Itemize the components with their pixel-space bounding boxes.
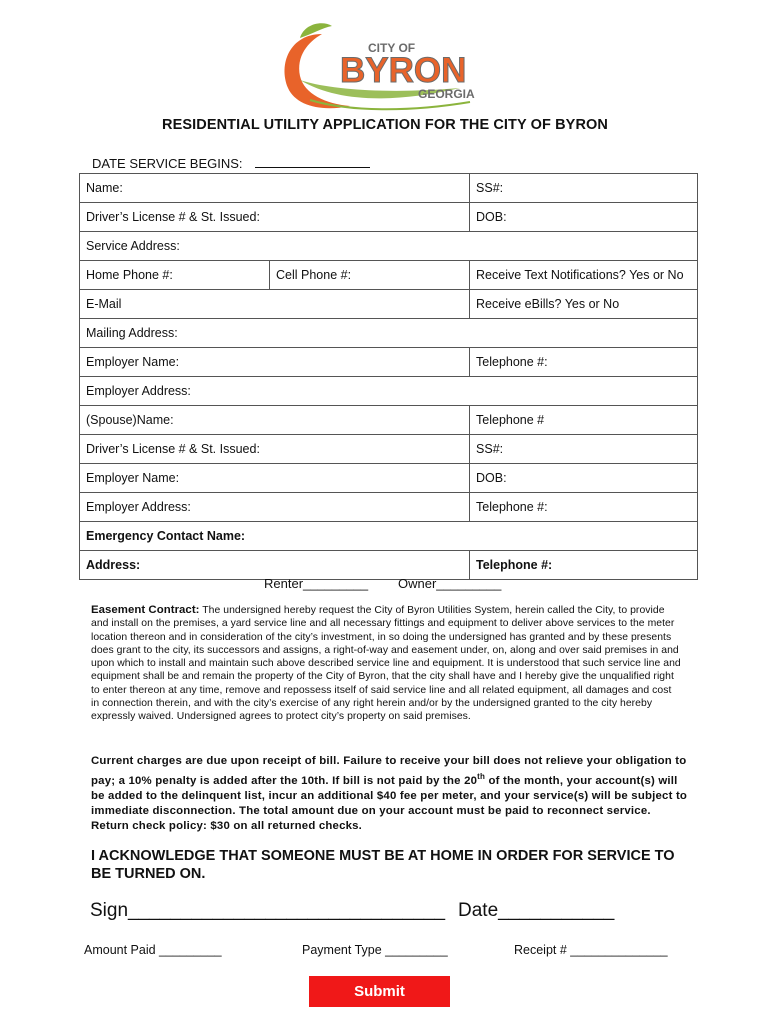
- spouse-telephone-field[interactable]: Telephone #: [470, 406, 698, 435]
- easement-heading: Easement Contract:: [91, 604, 200, 616]
- logo-city-of: CITY OF: [368, 41, 416, 55]
- table-row: [80, 377, 698, 406]
- employer-name-field[interactable]: Employer Name:: [80, 348, 470, 377]
- spouse-employer-name-field[interactable]: Employer Name:: [80, 464, 470, 493]
- table-row: [80, 290, 698, 319]
- receipt-field[interactable]: Receipt # ______________: [514, 943, 668, 957]
- renter-field[interactable]: Renter_________: [264, 576, 369, 591]
- emergency-contact-field[interactable]: Emergency Contact Name:: [80, 522, 698, 551]
- easement-contract: [91, 604, 681, 724]
- date-service-begins-field[interactable]: [255, 155, 370, 168]
- dob-field[interactable]: DOB:: [470, 203, 698, 232]
- ebills-field[interactable]: Receive eBills? Yes or No: [470, 290, 698, 319]
- charges-text-2: of the month, your account(s) will be added to the delinquent list, incur an additional $40 fee per meter, and your service(s) will be subject to immediate disconnection. The total amount due on your account must be paid to reconnect service. Return check policy: $30 on all returned checks.: [91, 774, 688, 832]
- table-row: [80, 174, 698, 203]
- ssn-field[interactable]: SS#:: [470, 174, 698, 203]
- sign-field[interactable]: Sign______________________________: [90, 900, 446, 921]
- emergency-address-field[interactable]: Address:: [80, 551, 470, 580]
- amount-paid-field[interactable]: Amount Paid _________: [84, 943, 222, 957]
- spouse-name-field[interactable]: (Spouse)Name:: [80, 406, 470, 435]
- table-row: [80, 203, 698, 232]
- telephone-field[interactable]: Telephone #:: [470, 348, 698, 377]
- table-row: [80, 319, 698, 348]
- easement-text: The undersigned hereby request the City of Byron Utilities System, herein called the City, to provide and install on the premises, a yard service line and all necessary fittings and equipment to deliver above services to the meter location thereon and in consideration of the city’s investment, in so doing the undersigned has granted and by these presents does grant to the city, its successors and assigns, a right-of-way and easement under, on, along and over said premises in and upon which to install and maintain such above described service line and equipment. It is understood that such service line and equipment shall be and remain the property of the City of Byron, that the city shall have and I hereby give the unqualified right to enter thereon at any time, remove and repossess itself of said service line and all related equipment, all damages and cost in connection therein, and with the city’s exercise of any right herein and/or by the undersigned granted to the city hereby expressly waived. Undersigned agrees to protect city’s property on said premises.: [91, 605, 681, 723]
- acknowledgement: I ACKNOWLEDGE THAT SOMEONE MUST BE AT HOME IN ORDER FOR SERVICE TO BE TURNED ON.: [91, 848, 675, 882]
- payment-type-field[interactable]: Payment Type _________: [302, 943, 448, 957]
- date-field[interactable]: Date___________: [458, 900, 615, 921]
- charges-superscript: th: [477, 772, 486, 781]
- spouse-drivers-license-field[interactable]: Driver’s License # & St. Issued:: [80, 435, 470, 464]
- application-form-table: [79, 173, 698, 580]
- emergency-telephone-field[interactable]: Telephone #:: [470, 551, 698, 580]
- submit-button[interactable]: Submit: [309, 976, 450, 1007]
- service-address-field[interactable]: Service Address:: [80, 232, 698, 261]
- email-field[interactable]: E-Mail: [80, 290, 470, 319]
- name-field[interactable]: Name:: [80, 174, 470, 203]
- table-row: [80, 435, 698, 464]
- spouse-telephone2-field[interactable]: Telephone #:: [470, 493, 698, 522]
- logo-byron: BYRON: [340, 51, 467, 90]
- page-title: RESIDENTIAL UTILITY APPLICATION FOR THE CITY OF BYRON: [162, 117, 608, 133]
- table-row: [80, 406, 698, 435]
- spouse-employer-address-field[interactable]: Employer Address:: [80, 493, 470, 522]
- city-of-byron-logo: [270, 20, 500, 116]
- home-phone-field[interactable]: Home Phone #:: [80, 261, 270, 290]
- owner-field[interactable]: Owner_________: [398, 576, 502, 591]
- table-row: [80, 232, 698, 261]
- text-notifications-field[interactable]: Receive Text Notifications? Yes or No: [470, 261, 698, 290]
- table-row: [80, 493, 698, 522]
- table-row: [80, 464, 698, 493]
- drivers-license-field[interactable]: Driver’s License # & St. Issued:: [80, 203, 470, 232]
- cell-phone-field[interactable]: Cell Phone #:: [270, 261, 470, 290]
- employer-address-field[interactable]: Employer Address:: [80, 377, 698, 406]
- charges-notice: [91, 754, 691, 834]
- charges-text-1: Current charges are due upon receipt of bill. Failure to receive your bill does not relieve your obligation to pay; a 10% penalty is added after the 10th. If bill is not paid by the 20: [91, 755, 687, 787]
- table-row: [80, 261, 698, 290]
- table-row: [80, 551, 698, 580]
- table-row: [80, 522, 698, 551]
- date-service-begins: [92, 155, 370, 171]
- mailing-address-field[interactable]: Mailing Address:: [80, 319, 698, 348]
- spouse-dob-field[interactable]: DOB:: [470, 464, 698, 493]
- logo-georgia: GEORGIA: [418, 87, 475, 101]
- table-row: [80, 348, 698, 377]
- spouse-ssn-field[interactable]: SS#:: [470, 435, 698, 464]
- date-service-begins-label: DATE SERVICE BEGINS:: [92, 156, 243, 171]
